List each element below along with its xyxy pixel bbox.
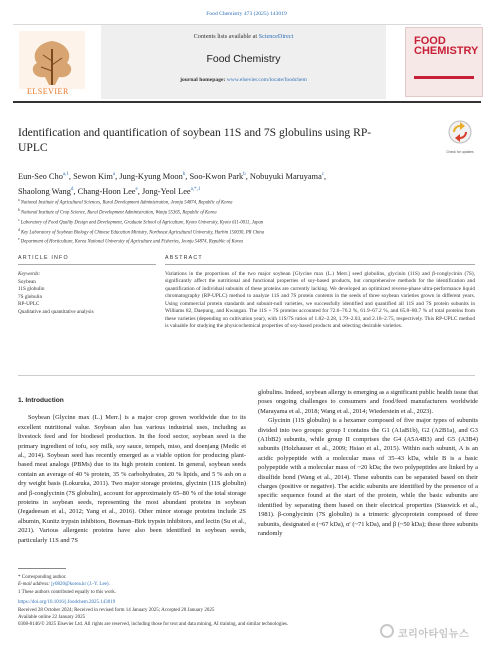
homepage-link[interactable]: www.elsevier.com/locate/foodchem [226,77,307,83]
contents-prefix: Contents lists available at [193,33,259,40]
watermark-text: 코리아타임뉴스 [398,629,470,640]
abstract-rule [165,264,475,265]
journal-info-panel [101,25,386,99]
journal-title: Food Chemistry [206,53,281,65]
author-affiliation-mark[interactable]: b [243,172,246,177]
keyword-item: 7S globulin [18,293,43,300]
homepage-label: journal homepage: [180,77,227,83]
cover-title: FOOD CHEMISTRY [414,35,479,57]
keywords-list [18,279,94,316]
author-affiliation-mark[interactable]: e [135,186,138,192]
keywords-label: Keywords: [18,271,41,277]
author-separator: , [68,171,74,181]
check-for-updates-label: Check for updates [446,150,474,154]
affiliation-text: Laboratory of Food Quality Design and Development, Graduate School of Agriculture, Kyoto University, Kyoto 611-0011, Japan [19,220,264,226]
journal-homepage [101,77,386,83]
doi-link[interactable]: https://doi.org/10.1016/j.foodchem.2025.143019 [18,600,116,606]
article-info-rule [18,264,156,265]
email-note [18,581,488,588]
sciencedirect-link[interactable]: ScienceDirect [258,33,294,40]
author-separator: , [73,186,78,196]
author-separator: , [245,171,250,181]
article-history: Received 28 October 2024; Received in revised form 14 January 2025; Accepted 20 January 2025 [18,607,215,613]
online-date: Available online 22 January 2025 [18,615,86,621]
author-separator: , [137,186,142,196]
publisher-name: ELSEVIER [27,87,69,96]
journal-banner [13,24,481,103]
author-name[interactable]: Chang-Hoon Lee [77,186,136,196]
journal-citation[interactable]: Food Chemistry 473 (2025) 143019 [206,11,287,17]
intro-paragraph: Soybean [Glycine max (L.) Merr.] is a major crop grown worldwide due to its excellent nutritional value. Soybean also has various industrial uses, including as livestock feed and for biodiesel production. In the food sector, soybean seed is the primary ingredient of tofu, soy milk, soy sauce, tempeh, miso, and doenjang (Medic et al., 2014). Soybean seed has recently emerged as a viable option for producing plant-based meat analogs (PBMs) due to its high protein content. In general, soybean seeds contain an average of 40 % protein, 35 % carbohydrates, 20 % lipids, and 5 % ash on a dry weight basis (Lokuruka, 2011). Two major storage proteins, glycinin (11S globulin) and β-conglycinin (7S globulin), account for approximately 65–80 % of the total storage proteins in soybean seeds, representing the most abundant proteins in soybean (Jegadeesan et al., 2012; Yang et al., 2016). Other minor storage proteins include 2S albumin, Kunitz trypsin inhibitors, Bowman–Birk trypsin inhibitors, and lectin (Su et al., 2021). Various allergenic proteins have also been identified in soybean seeds, particularly 11S and 7S [18,414,246,544]
footnotes [18,574,488,629]
author-affiliation-mark[interactable]: a,1 [62,172,69,177]
affiliation-text: National Institute of Crop Science, Rural Development Administration, Wanju 55365, Republic of Korea [19,210,217,216]
author-separator: , [324,171,327,181]
author-affiliation-mark[interactable]: b [182,172,186,177]
author-name[interactable]: Nobuyuki Maruyama [249,171,322,181]
email-link[interactable]: jy0820@korea.kr (J.-Y. Lee). [51,582,110,588]
author-separator: , [185,171,190,181]
author-affiliation-mark[interactable]: a,*,1 [190,186,201,192]
author-line-1 [18,168,478,183]
affiliation-text: National Institute of Agricultural Sciences, Rural Development Administration, Jeonju 54874, Republic of Korea [19,200,233,206]
affiliation-text: Department of Horticulture, Korea National University of Agriculture and Fisheries, Jeonju 54874, Republic of Korea [19,240,244,245]
intro-paragraph-continued: globulins. Indeed, soybean allergy is emerging as a significant public health issue that poses ongoing challenges to consumers and food/feed manufacturers worldwide (Marayama et al., 2018; Wang et al., 2014; Wiederstein et al., 2023). [258,389,478,415]
affiliation-item [18,227,478,237]
intro-right-column [258,388,478,539]
keyword-item: Qualitative and quantitative analysis [18,308,94,315]
author-name[interactable]: Eun-Seo Cho [18,171,63,181]
email-label: E-mail address: [18,582,52,588]
check-for-updates-icon[interactable] [448,120,472,150]
author-affiliation-mark[interactable]: a [112,172,116,177]
affiliation-item [18,197,478,207]
affiliation-mark: e [18,237,20,242]
author-name[interactable]: Sewon Kim [73,171,113,181]
article-info-heading: ARTICLE INFO [18,255,69,261]
abstract-text: Variations in the proportions of the two major soybean [Glycine max (L.) Merr.] seed globulins, glycinin (11S) and β-conglycinin (7S), significantly affect the nutritional and functional properties of soy-based products, but comprehensive methods for the identification and quantification of individual subunits of these proteins are currently lacking. We developed an optimized reverse-phase ultra-performance liquid chromatography (RP-UPLC) method to analyze 11S and 7S protein contents in the seeds of three soybean varieties grown in different years. Using commercial protein standards and subunit-null varieties, we successfully identified and quantified all 11S and 7S protein subunits in Williams 82, Daepung, and Kwangan. The 11S + 7S proteins accounted for 72.6–76.2 %, 61.9–67.2 %, and 65.8–80.7 % of total proteins from these varieties (depending on cultivation year), with 11S/7S ratios of 1.82–2.28, 1.79–2.03, and 2.18–2.75, respectively. This RP-UPLC method is valuable for studying the physicochemical properties of soy-based products and selecting desirable varieties. [165,271,475,330]
affiliation-item [18,217,478,227]
cover-stripe [414,76,474,79]
abstract-bottom-rule [18,375,475,376]
affiliation-mark: c [18,217,20,222]
contents-line [101,33,386,40]
author-name[interactable]: Shaolong Wang [18,186,71,196]
affiliation-list [18,197,478,246]
affiliation-item [18,207,478,217]
article-title: Identification and quantification of soybean 11S and 7S globulins using RP-UPLC [18,126,372,154]
copyright-line: 0308-8146/© 2025 Elsevier Ltd. All rights are reserved, including those for text and data mining, AI training, and similar technologies. [18,622,289,628]
abstract-heading: ABSTRACT [165,255,203,261]
intro-left-column [18,396,246,545]
footnote-rule [18,568,66,569]
affiliation-text: Key Laboratory of Soybean Biology of Chinese Education Ministry, Northeast Agricultural University, Harbin 150030, PR China [19,230,265,236]
journal-cover-image [405,27,483,97]
author-line-2 [18,183,478,198]
elsevier-tree-logo [19,31,85,89]
author-separator: , [115,171,120,181]
glycinin-paragraph: Glycinin (11S globulin) is a hexamer composed of five major types of subunits divided into two groups: group I contains the G1 (A1aB1b), G2 (A2B1a), and G3 (A1bB2) subunits, while group II comprises the G4 (A5A4B3) and G5 (A3B4) subunits (Holzhauser et al., 2009; Hsiao et al., 2015). Within each subunit, A is an acidic polypeptide with a molecular mass of 35–43 kDa, while B is a basic polypeptide with a molecular mass of ~20 kDa; the two polypeptides are linked by a disulfide bond (Wang et al., 2014). These subunits can be separated based on their charges (positive or negative). The acidic subunits are identified by the presence of a specific sequence found at the start of the protein, while the basic subunits are identified by separating them based on their electrical properties (Staswick et al., 1981). β-conglycinin (7S globulin) is a trimeric glycoprotein composed of three subunits, designated α (~67 kDa), α′ (~71 kDa), and β (~50 kDa); these three subunits randomly [258,417,478,538]
keyword-item: 11S globulin [18,286,45,293]
author-name[interactable]: Jung-Kyung Moon [119,171,183,181]
equal-contribution-note: 1 These authors contributed equally to this work. [18,589,116,595]
introduction-heading: 1. Introduction [18,397,64,404]
keyword-item: Soybean [18,279,36,285]
author-name[interactable]: Jong-Yeol Lee [141,186,191,196]
author-list [18,168,478,198]
author-affiliation-mark[interactable]: c [321,172,325,177]
affiliation-item [18,236,478,246]
affiliation-mark: d [18,227,20,232]
affiliation-mark: a [18,198,20,202]
affiliation-mark: b [18,207,20,212]
author-affiliation-mark[interactable]: d [70,186,74,192]
corresponding-author-note: * Corresponding author. [18,575,67,580]
author-name[interactable]: Soo-Kwon Park [189,171,244,181]
watermark-logo-icon [380,624,394,638]
keyword-item: RP-UPLC [18,301,40,308]
